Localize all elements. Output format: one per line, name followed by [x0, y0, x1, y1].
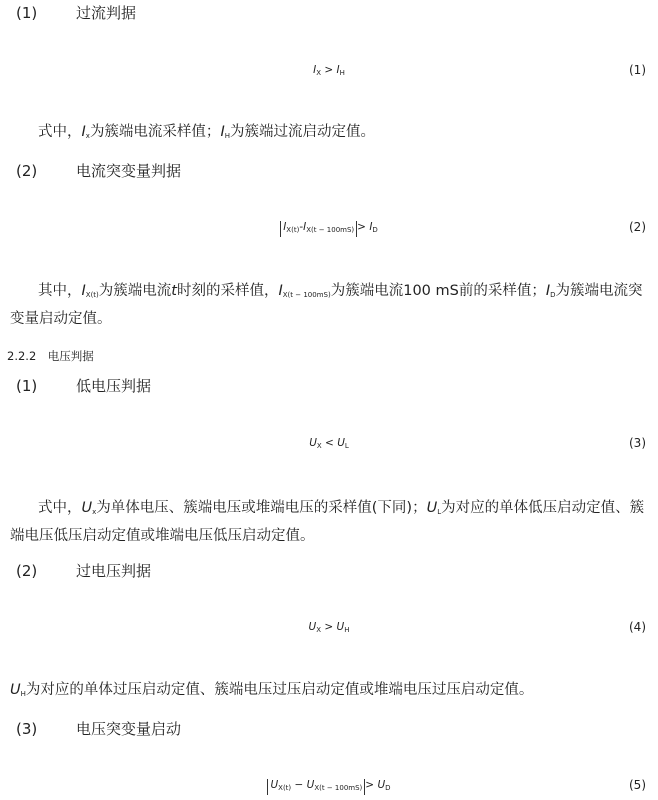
eq-subscript: H — [339, 69, 345, 77]
var-symbol: I — [278, 283, 283, 299]
equation-2 — [0, 218, 658, 239]
text-run: 为对应的单体过压启动定值、簇端电压过压启动定值或堆端电压过压启动定值。 — [25, 682, 534, 698]
section-heading: 2.2.2 电压判据 — [7, 349, 94, 363]
equation-number: (3) — [629, 436, 646, 450]
equation-number: (5) — [629, 778, 646, 792]
text-run: 式中， — [38, 124, 82, 140]
eq-symbol: U — [377, 779, 386, 791]
eq-subscript: D — [372, 226, 378, 234]
criterion-heading — [0, 560, 658, 582]
eq-symbol: I — [336, 64, 340, 76]
eq-symbol: I — [313, 64, 317, 76]
eq-symbol: I — [283, 221, 287, 233]
eq-subscript: X(t) — [286, 226, 300, 234]
var-symbol: U — [10, 682, 21, 698]
eq-operator: > — [321, 621, 337, 633]
text-run: 为簇端过流启动定值。 — [229, 124, 375, 140]
eq-subscript: H — [344, 626, 350, 634]
var-subscript: x — [92, 508, 97, 516]
var-subscript: L — [437, 508, 442, 516]
abs-value-bars — [280, 221, 357, 237]
var-symbol: U — [81, 500, 93, 516]
var-symbol: I — [545, 283, 551, 299]
eq-symbol: I — [303, 221, 307, 233]
criterion-number: (2) — [16, 162, 38, 180]
criterion-title: 低电压判据 — [76, 377, 152, 395]
eq-symbol: U — [309, 437, 317, 449]
var-subscript: x — [85, 132, 90, 140]
var-subscript: D — [550, 291, 556, 299]
eq-subscript: X — [316, 626, 322, 634]
criterion-title: 电流突变量判据 — [76, 162, 182, 180]
criterion-number: (3) — [16, 720, 38, 738]
var-symbol: t — [171, 283, 177, 299]
text-run: 为簇端电流突变量启动定值。 — [10, 283, 643, 327]
var-subscript: H — [20, 690, 26, 698]
paragraph — [0, 120, 658, 148]
eq-subscript: X(t) — [278, 784, 292, 792]
criterion-heading — [0, 375, 658, 397]
criterion-number: (2) — [16, 562, 38, 580]
text-run: 为对应的单体低压启动定值、簇端电压低压启动定值或堆端电压低压启动定值。 — [10, 500, 645, 544]
equation-number: (2) — [629, 220, 646, 234]
criterion-heading — [0, 718, 658, 740]
eq-subscript: L — [344, 442, 349, 450]
equation-3 — [0, 434, 658, 455]
criterion-heading — [0, 160, 658, 182]
paragraph — [0, 279, 658, 331]
criterion-title: 过电压判据 — [76, 562, 152, 580]
text-run: 为簇端电流采样值； — [89, 124, 221, 140]
eq-symbol: U — [337, 437, 345, 449]
criterion-number: (1) — [16, 4, 38, 22]
var-subscript: X(t) — [85, 291, 99, 299]
criterion-title: 过流判据 — [76, 4, 137, 22]
text-run: 为簇端电流 — [98, 283, 172, 299]
text-run: 式中， — [38, 500, 82, 516]
var-symbol: U — [426, 500, 438, 516]
equation-4 — [0, 618, 658, 639]
paragraph — [0, 496, 658, 548]
equation-number: (1) — [629, 63, 646, 77]
equation-1 — [0, 61, 658, 82]
criterion-title: 电压突变量启动 — [76, 720, 182, 738]
abs-value-bars — [267, 779, 365, 795]
eq-subscript: D — [385, 784, 391, 792]
text-run: 时刻的采样值， — [176, 283, 279, 299]
eq-symbol: U — [306, 779, 315, 791]
var-symbol: I — [81, 124, 86, 140]
eq-operator: < — [321, 437, 338, 449]
var-subscript: X(t − 100mS) — [282, 291, 331, 299]
eq-subscript: X(t − 100mS) — [306, 226, 355, 234]
eq-symbol: U — [270, 779, 279, 791]
eq-operator: > — [321, 64, 337, 76]
text-run: 其中， — [38, 283, 82, 299]
paragraph — [0, 678, 658, 706]
eq-symbol: I — [369, 221, 373, 233]
eq-operator: > — [365, 779, 378, 791]
eq-operator: − — [291, 779, 307, 791]
eq-subscript: X(t − 100mS) — [314, 784, 363, 792]
var-symbol: I — [81, 283, 86, 299]
eq-subscript: X — [316, 69, 322, 77]
eq-operator: > — [357, 221, 370, 233]
eq-subscript: X — [316, 442, 322, 450]
var-symbol: I — [220, 124, 225, 140]
criterion-heading — [0, 2, 658, 24]
text-run: 为单体电压、簇端电压或堆端电压的采样值(下同)； — [96, 500, 427, 516]
criterion-number: (1) — [16, 377, 38, 395]
eq-symbol: U — [308, 621, 317, 633]
text-run: 为簇端电流100 mS前的采样值； — [330, 283, 546, 299]
eq-symbol: U — [336, 621, 345, 633]
var-subscript: H — [224, 132, 230, 140]
equation-number: (4) — [629, 620, 646, 634]
eq-operator: - — [299, 221, 304, 233]
equation-5 — [0, 776, 658, 797]
